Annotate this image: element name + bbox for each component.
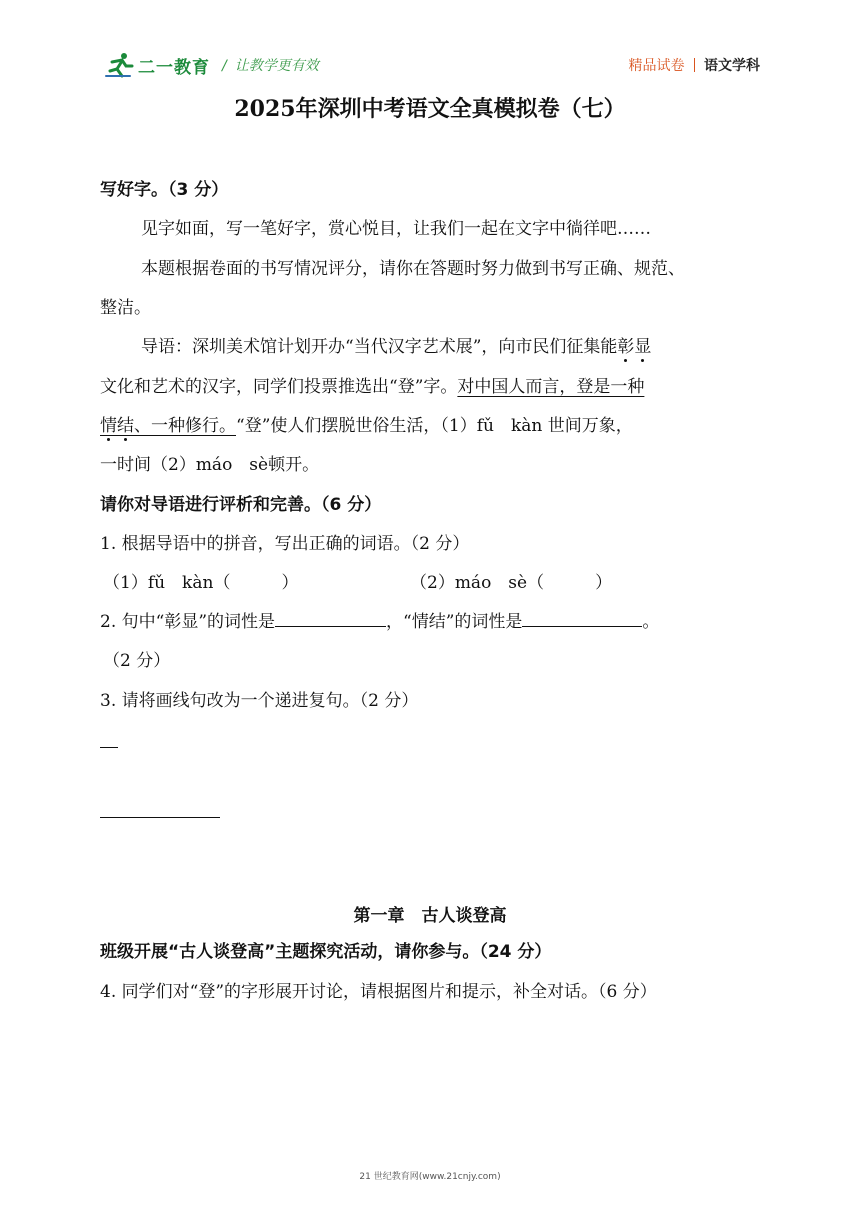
- section-heading: 写好字。（3 分）: [100, 180, 229, 200]
- dotted-char: 结: [117, 416, 134, 436]
- underlined-sentence: 对中国人而言，登是一种: [457, 377, 645, 397]
- question-2-text: 2. 句中“彰显”的词性是: [100, 612, 276, 632]
- tag-subject: 语文学科: [704, 58, 760, 74]
- question-2-score: （2 分）: [103, 651, 171, 671]
- tag-premium: 精品试卷: [628, 58, 685, 74]
- guide-text: 导语：深圳美术馆计划开办“当代汉字艺术展”，向市民们征集能: [141, 337, 618, 357]
- question-2-text: ，“情结”的词性是: [386, 612, 523, 632]
- instruction: 请你对导语进行评析和完善。（6 分）: [100, 495, 382, 515]
- question-1-b: （2）máo sè（ ）: [410, 573, 613, 593]
- slogan-separator: /: [222, 58, 227, 74]
- footer-source: 21 世纪教育网(www.21cnjy.com): [359, 1172, 501, 1182]
- answer-line[interactable]: [100, 817, 220, 818]
- tag-divider: [694, 58, 696, 72]
- question-1-a: （1）fǔ kàn（ ）: [103, 573, 299, 593]
- underlined-text: 、一种修行。: [134, 416, 236, 436]
- slogan: [222, 55, 319, 75]
- question-4: 4. 同学们对“登”的字形展开讨论，请根据图片和提示，补全对话。（6 分）: [100, 982, 657, 1002]
- header-tags: [629, 55, 761, 75]
- logo: [104, 50, 210, 80]
- question-2-text: 。: [642, 612, 660, 632]
- guide-text: “登”使人们摆脱世俗生活，（1）fǔ kàn 世间万象，: [236, 416, 633, 436]
- underlined-sentence: [100, 416, 236, 436]
- runner-logo-icon: [104, 52, 134, 78]
- slogan-text: 让教学更有效: [234, 58, 319, 74]
- question-2: [100, 610, 659, 634]
- chapter-intro: 班级开展“古人谈登高”主题探究活动，请你参与。（24 分）: [100, 942, 552, 962]
- dotted-char: 情: [100, 416, 117, 436]
- para-2a: 本题根据卷面的书写情况评分，请你在答题时努力做到书写正确、规范、: [141, 259, 685, 279]
- answer-blank[interactable]: [522, 610, 642, 627]
- chapter-title: 第一章 古人谈登高: [353, 906, 507, 926]
- question-3: 3. 请将画线句改为一个递进复句。（2 分）: [100, 691, 419, 711]
- guide-line-1: [141, 335, 651, 359]
- brand-name: 二一教育: [138, 57, 210, 78]
- question-1: 1. 根据导语中的拼音，写出正确的词语。（2 分）: [100, 534, 470, 554]
- guide-line-3: [100, 414, 633, 438]
- para-1: 见字如面，写一笔好字，赏心悦目，让我们一起在文字中徜徉吧……: [141, 219, 651, 239]
- guide-text: 文化和艺术的汉字，同学们投票推选出“登”字。: [100, 377, 458, 397]
- page-title: 2025年深圳中考语文全真模拟卷（七）: [234, 96, 626, 122]
- dotted-char: 彰: [617, 337, 635, 357]
- guide-line-2: [100, 375, 644, 399]
- guide-line-4: 一时间（2）máo sè顿开。: [100, 455, 320, 475]
- para-2b: 整洁。: [100, 298, 151, 318]
- dotted-char: 显: [634, 337, 652, 357]
- answer-blank[interactable]: [275, 610, 386, 627]
- answer-line-short[interactable]: [100, 747, 118, 748]
